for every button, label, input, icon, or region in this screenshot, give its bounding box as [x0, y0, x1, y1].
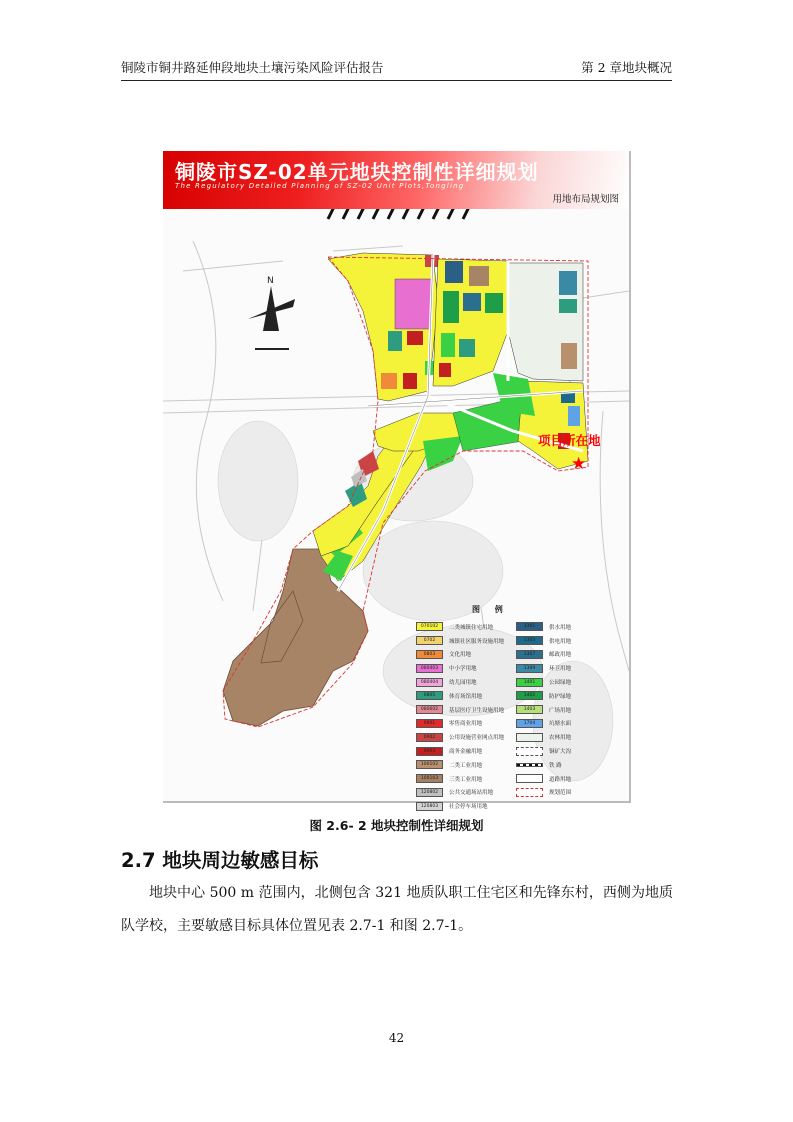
legend-swatch: 120803: [416, 802, 443, 811]
legend-label: 环卫用地: [549, 666, 572, 673]
legend-row: [416, 717, 504, 731]
site-location-label: 项目所在地: [538, 433, 601, 448]
legend-swatch: 080602: [416, 705, 443, 714]
figure-caption: 图 2.6- 2 地块控制性详细规划: [309, 818, 484, 833]
page-header: [121, 56, 672, 78]
legend-swatch: 0805: [416, 691, 443, 700]
legend-swatch: 080404: [416, 678, 443, 687]
legend-swatch: 080403: [416, 664, 443, 673]
legend-label: 二类城镇住宅用地: [449, 624, 494, 631]
legend-row: [416, 703, 504, 717]
legend-label: 规划范围: [549, 790, 572, 797]
site-star-icon: ★: [571, 454, 587, 474]
map-title-banner: [163, 151, 629, 209]
legend-row: [516, 620, 571, 634]
legend-row: [516, 717, 571, 731]
legend-label: 防护绿地: [549, 693, 572, 700]
legend-swatch: 100103: [416, 774, 443, 783]
legend-row: [516, 772, 571, 786]
legend-label: 中小学用地: [449, 666, 477, 673]
body-paragraph: 地块中心 500 m 范围内，北侧包含 321 地质队职工住宅区和先锋东村，西侧为地质队学校，主要敏感目标具体位置见表 2.7-1 和图 2.7-1。: [121, 885, 673, 934]
legend-swatch: [516, 763, 543, 767]
legend-label: 基层医疗卫生设施用地: [449, 707, 505, 714]
legend-row: [516, 634, 571, 648]
legend-row: [416, 786, 504, 800]
legend-label: 公共交通场站用地: [449, 790, 494, 797]
legend-row: [516, 689, 571, 703]
legend-label: 邮政用地: [549, 652, 572, 659]
legend-label: 供电用地: [549, 638, 572, 645]
legend-label: 公用设施营业网点用地: [449, 735, 505, 742]
legend-swatch: 1301: [516, 622, 543, 631]
legend-label: 幼儿园用地: [449, 680, 477, 687]
svg-text:N: N: [267, 276, 274, 286]
legend-label: 供水用地: [549, 624, 572, 631]
legend-swatch: 070102: [416, 622, 443, 631]
legend-row: [516, 661, 571, 675]
map-title: 铜陵市SZ-02单元地块控制性详细规划: [175, 160, 539, 184]
legend-swatch: 1307: [516, 650, 543, 659]
legend-row: [416, 661, 504, 675]
legend-row: [416, 648, 504, 662]
legend-row: [516, 744, 571, 758]
legend-row: [416, 634, 504, 648]
legend-label: 公园绿地: [549, 680, 572, 687]
legend-row: [416, 799, 504, 813]
legend-row: [416, 620, 504, 634]
legend-row: [516, 786, 571, 800]
legend-row: [416, 675, 504, 689]
header-document-title: 铜陵市铜井路延伸段地块土壤污染风险评估报告: [121, 60, 384, 75]
legend-row: [416, 772, 504, 786]
legend-swatch: 0702: [416, 636, 443, 645]
header-rule: [121, 80, 672, 81]
legend-row: [516, 703, 571, 717]
legend-row: [416, 744, 504, 758]
legend-label: 铜矿大沟: [549, 749, 572, 756]
map-legend: [416, 604, 621, 811]
map-sheet-name: 用地布局规划图: [552, 194, 619, 205]
legend-swatch: 100102: [416, 760, 443, 769]
legend-row: [516, 730, 571, 744]
legend-swatch: 0901: [416, 719, 443, 728]
page-number: 42: [388, 1031, 405, 1045]
header-chapter-title: 第 2 章地块概况: [581, 60, 672, 75]
legend-swatch: [516, 774, 543, 783]
planning-map-figure: [163, 151, 629, 811]
legend-swatch: 0903: [416, 747, 443, 756]
legend-swatch: [516, 788, 543, 797]
legend-label: 坑塘水面: [549, 721, 572, 728]
legend-swatch: 1704: [516, 719, 543, 728]
legend-label: 文化用地: [449, 652, 472, 659]
legend-row: [416, 689, 504, 703]
legend-swatch: 120802: [416, 788, 443, 797]
legend-label: 商务金融用地: [449, 749, 483, 756]
legend-left-column: [416, 620, 504, 813]
legend-row: [516, 675, 571, 689]
legend-swatch: 1403: [516, 705, 543, 714]
legend-label: 二类工业用地: [449, 762, 483, 769]
legend-swatch: 1401: [516, 678, 543, 687]
legend-title: 图 例: [472, 605, 509, 614]
legend-label: 城镇社区服务设施用地: [449, 638, 505, 645]
legend-row: [516, 758, 571, 772]
legend-label: 三类工业用地: [449, 776, 483, 783]
legend-swatch: 1309: [516, 664, 543, 673]
legend-swatch: 0803: [416, 650, 443, 659]
legend-label: 铁 路: [549, 762, 562, 769]
legend-row: [416, 758, 504, 772]
map-subtitle: The Regulatory Detailed Planning of SZ-02 Unit Plots,Tongling: [175, 182, 465, 190]
legend-swatch: 1303: [516, 636, 543, 645]
legend-swatch: 1402: [516, 691, 543, 700]
legend-swatch: [516, 747, 543, 756]
legend-label: 零售商业用地: [449, 721, 483, 728]
legend-label: 道路用地: [549, 776, 572, 783]
legend-label: 体育场馆用地: [449, 693, 483, 700]
section-heading: 2.7 地块周边敏感目标: [121, 849, 319, 872]
legend-label: 社会停车场用地: [449, 804, 488, 811]
legend-swatch: 0902: [416, 733, 443, 742]
legend-row: [416, 730, 504, 744]
legend-label: 农林用地: [549, 735, 572, 742]
legend-swatch: [516, 733, 543, 742]
legend-right-column: [516, 620, 571, 799]
legend-label: 广场用地: [549, 707, 572, 714]
legend-row: [516, 648, 571, 662]
